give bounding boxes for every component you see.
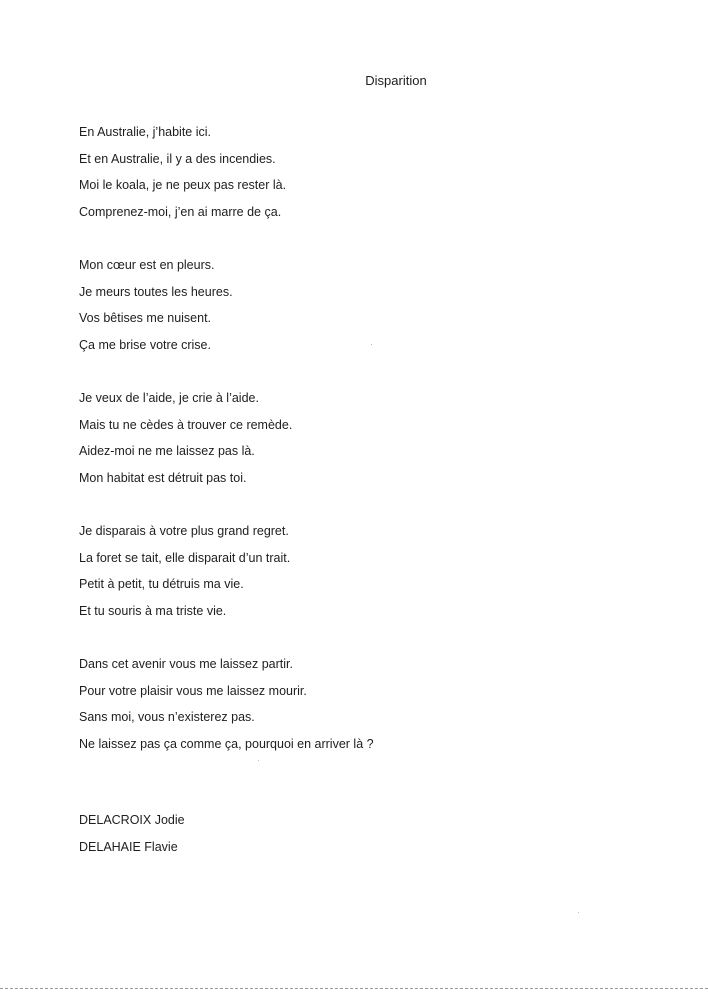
poem-title: Disparition [365,73,427,88]
poem-line: Mon cœur est en pleurs. [79,258,215,272]
poem-line: Aidez-moi ne me laissez pas là. [79,444,255,458]
poem-line: Et tu souris à ma triste vie. [79,603,227,618]
stanza-5 [79,655,639,761]
poem-line: Mon habitat est détruit pas toi. [79,470,247,485]
poem-line: Je meurs toutes les heures. [79,284,233,299]
poem-line: Ça me brise votre crise. [79,337,211,352]
stanza-1 [79,123,639,229]
poem-line: Je disparais à votre plus grand regret. [79,524,289,538]
poem-line: Dans cet avenir vous me laissez partir. [79,657,293,671]
stanza-4 [79,522,639,628]
poem-line: Et en Australie, il y a des incendies. [79,151,276,166]
poem-line: Comprenez-moi, j’en ai marre de ça. [79,204,282,219]
author-list [79,811,185,865]
poem-line: Je veux de l’aide, je crie à l’aide. [79,391,259,405]
scan-speck [258,760,259,761]
scan-speck [578,912,579,913]
poem-line: Mais tu ne cèdes à trouver ce remède. [79,417,293,432]
poem-line: En Australie, j’habite ici. [79,125,212,139]
author-name: DELAHAIE Flavie [79,840,178,854]
poem-line: Pour votre plaisir vous me laissez mourir. [79,683,307,698]
stanza-3 [79,389,639,495]
bottom-divider [0,988,708,989]
poem-body [79,123,639,788]
stanza-2 [79,256,639,362]
poem-line: La foret se tait, elle disparait d’un trait. [79,550,291,565]
poem-line: Petit à petit, tu détruis ma vie. [79,577,244,591]
poem-line: Moi le koala, je ne peux pas rester là. [79,178,287,192]
poem-line: Vos bêtises me nuisent. [79,311,212,325]
poem-line: Ne laissez pas ça comme ça, pourquoi en arriver là ? [79,736,374,751]
poem-line: Sans moi, vous n’existerez pas. [79,710,255,724]
author-name: DELACROIX Jodie [79,813,185,827]
scan-speck [371,344,372,345]
